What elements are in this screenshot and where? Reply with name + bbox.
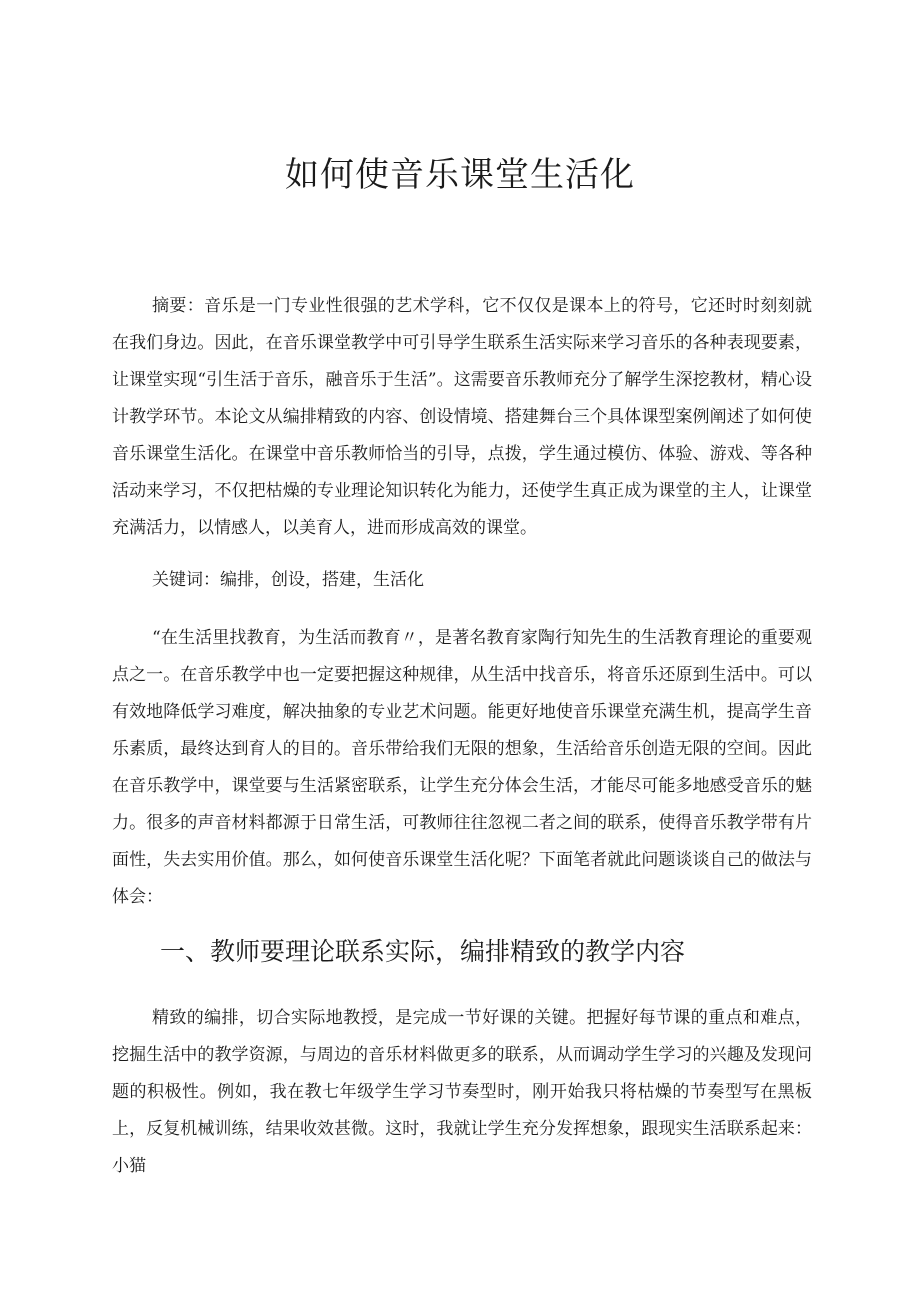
keywords-line: 关键词：编排，创设，搭建，生活化	[152, 570, 424, 590]
intro-paragraph: “在生活里找教育，为生活而教育〃，是著名教育家陶行知先生的生活教育理论的重要观点之一。在音乐教学中也一定要把握这种规律，从生活中找音乐，将音乐还原到生活中。可以有效地降低学习难度，解决抽象的专业艺术问题。能更好地使音乐课堂充满生机，提高学生音乐素质，最终达到育人的目的。音乐带给我们无限的想象，生活给音乐创造无限的空间。因此在音乐教学中，课堂要与生活紧密联系，让学生充分体会生活，才能尽可能多地感受音乐的魅力。很多的声音材料都源于日常生活，可教师往往忽视二者之间的联系，使得音乐教学带有片面性，失去实用价值。那么，如何使音乐课堂生活化呢？下面笔者就此问题谈谈自己的做法与体会：	[112, 628, 812, 907]
document-title: 如何使音乐课堂生活化	[285, 155, 635, 195]
abstract-paragraph: 摘要：音乐是一门专业性很强的艺术学科，它不仅仅是课本上的符号，它还时时刻刻就在我们身边。因此，在音乐课堂教学中可引导学生联系生活实际来学习音乐的各种表现要素，让课堂实现“引生活于音乐，融音乐于生活”。这需要音乐教师充分了解学生深挖教材，精心设计教学环节。本论文从编排精致的内容、创设情境、搭建舞台三个具体课型案例阐述了如何使音乐课堂生活化。在课堂中音乐教师恰当的引导，点拨，学生通过模仿、体验、游戏、等各种活动来学习，不仅把枯燥的专业理论知识转化为能力，还使学生真正成为课堂的主人，让课堂充满活力，以情感人，以美育人，进而形成高效的课堂。	[112, 296, 812, 538]
section-heading-1: 一、教师要理论联系实际，编排精致的教学内容	[160, 937, 686, 966]
section-1-paragraph: 精致的编排，切合实际地教授，是完成一节好课的关键。把握好每节课的重点和难点，挖掘生活中的教学资源，与周边的音乐材料做更多的联系，从而调动学生学习的兴趣及发现问题的积极性。例如，我在教七年级学生学习节奏型时，刚开始我只将枯燥的节奏型写在黑板上，反复机械训练，结果收效甚微。这时，我就让学生充分发挥想象，跟现实生活联系起来：小猫	[112, 1008, 812, 1176]
